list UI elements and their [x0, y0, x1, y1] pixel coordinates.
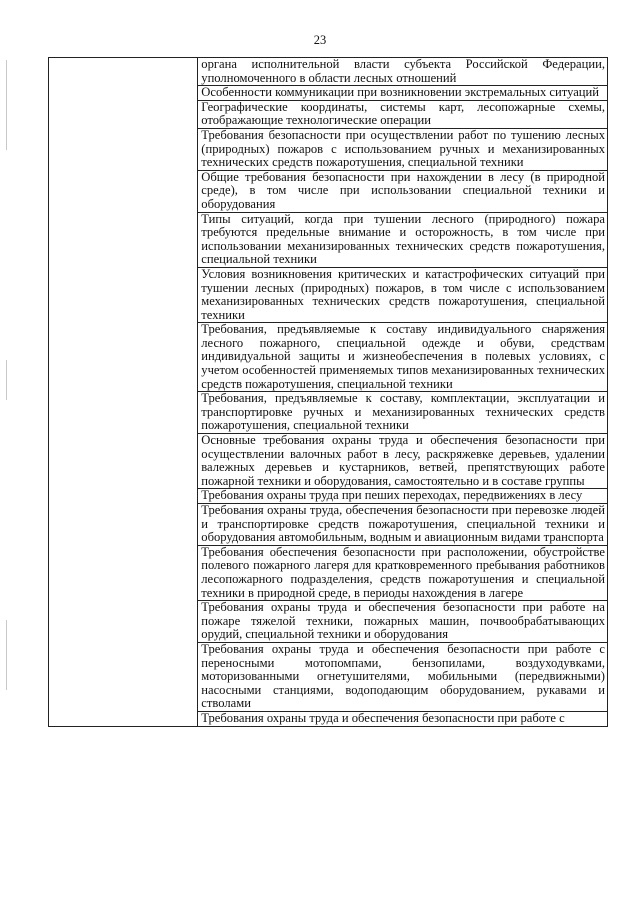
row-text: Требования охраны труда и обеспечения безопасности при работе с переносными мотопомпами, бензопилами, воздуходувками, моторизованными огнетушителями, мобильными (передвижными) насосными станциями, водоподающим оборудованием, рукавами и стволами: [201, 641, 605, 711]
row-text: Требования обеспечения безопасности при расположении, обустройстве полевого пожарного лагеря для кратковременного пребывания работников лесопожарного подразделения, средств пожаротушения и специальной техники в природной среде, в периоды нахождения в лагере: [201, 544, 605, 600]
table-row: [49, 58, 608, 86]
row-text: Требования, предъявляемые к составу индивидуального снаряжения лесного пожарного, специальной одежде и обуви, средствам индивидуальной защиты и жизнеобеспечения в полевых условиях, с учетом особенностей применяемых типов механизированных технических средств пожаротушения, специальной техники: [201, 322, 605, 391]
table-cell: [198, 504, 608, 546]
table-cell: [198, 86, 608, 101]
table-cell: [198, 128, 608, 170]
table-cell: [198, 267, 608, 322]
row-text: Требования, предъявляемые к составу, комплектации, эксплуатации и транспортировке ручных и механизированных технических средств пожаротушения, специальной техники: [201, 391, 605, 433]
row-text: Требования охраны труда, обеспечения безопасности при перевозке людей и транспортировке средств пожаротушения, специальной техники и оборудования автомобильным, водным и авиационным видами транспорта: [201, 503, 605, 545]
row-text: Общие требования безопасности при нахождении в лесу (в природной среде), в том числе при использовании специальной техники и оборудования: [201, 169, 605, 211]
page-number: 23: [313, 33, 327, 47]
row-text: Типы ситуаций, когда при тушении лесного (природного) пожара требуются предельные внимание и осторожность, в том числе при использовании механизированных технических средств пожаротушения, специальной техники: [201, 211, 605, 267]
table-cell: [198, 392, 608, 434]
table-cell: [198, 434, 608, 489]
table-cell: [198, 489, 608, 504]
row-text: Условия возникновения критических и катастрофических ситуаций при тушении лесных (природных) пожаров, в том числе с использованием механизированных технических средств пожаротушения, специальной техники: [201, 266, 605, 322]
table-cell: [198, 100, 608, 128]
table-cell: [198, 212, 608, 267]
table-cell: [198, 642, 608, 711]
row-text: органа исполнительной власти субъекта Российской Федерации, уполномоченного в области лесных отношений: [201, 57, 605, 85]
binding-margin-mark: [6, 60, 7, 150]
table-cell: [198, 58, 608, 86]
row-text: Особенности коммуникации при возникновении экстремальных ситуаций: [201, 85, 600, 100]
table-cell: [198, 711, 608, 726]
binding-margin-mark: [6, 360, 7, 400]
table-cell: [198, 170, 608, 212]
table-cell: [198, 601, 608, 643]
requirements-table: [48, 57, 608, 727]
row-text: Требования охраны труда и обеспечения безопасности при работе с: [201, 710, 565, 725]
table-cell: [198, 545, 608, 600]
left-column-cell: [49, 58, 198, 727]
table-cell: [198, 323, 608, 392]
row-text: Географические координаты, системы карт, лесопожарные схемы, отображающие технологические операции: [201, 99, 605, 128]
binding-margin-mark: [6, 620, 7, 690]
row-text: Требования охраны труда и обеспечения безопасности при работе на пожаре тяжелой техники, пожарных машин, почвообрабатывающих орудий, специальной техники и оборудования: [201, 600, 605, 642]
row-text: Требования безопасности при осуществлении работ по тушению лесных (природных) пожаров с использованием ручных и механизированных технических средств пожаротушения, специальной техники: [201, 127, 605, 170]
row-text: Основные требования охраны труда и обеспечения безопасности при осуществлении валочных работ в лесу, раскряжевке деревьев, удалении валежных деревьев и кустарников, ветвей, препятствующих работе пожарной техники и оборудования, самостоятельно и в составе группы: [201, 433, 605, 488]
row-text: Требования охраны труда при пеших переходах, передвижениях в лесу: [201, 488, 583, 503]
